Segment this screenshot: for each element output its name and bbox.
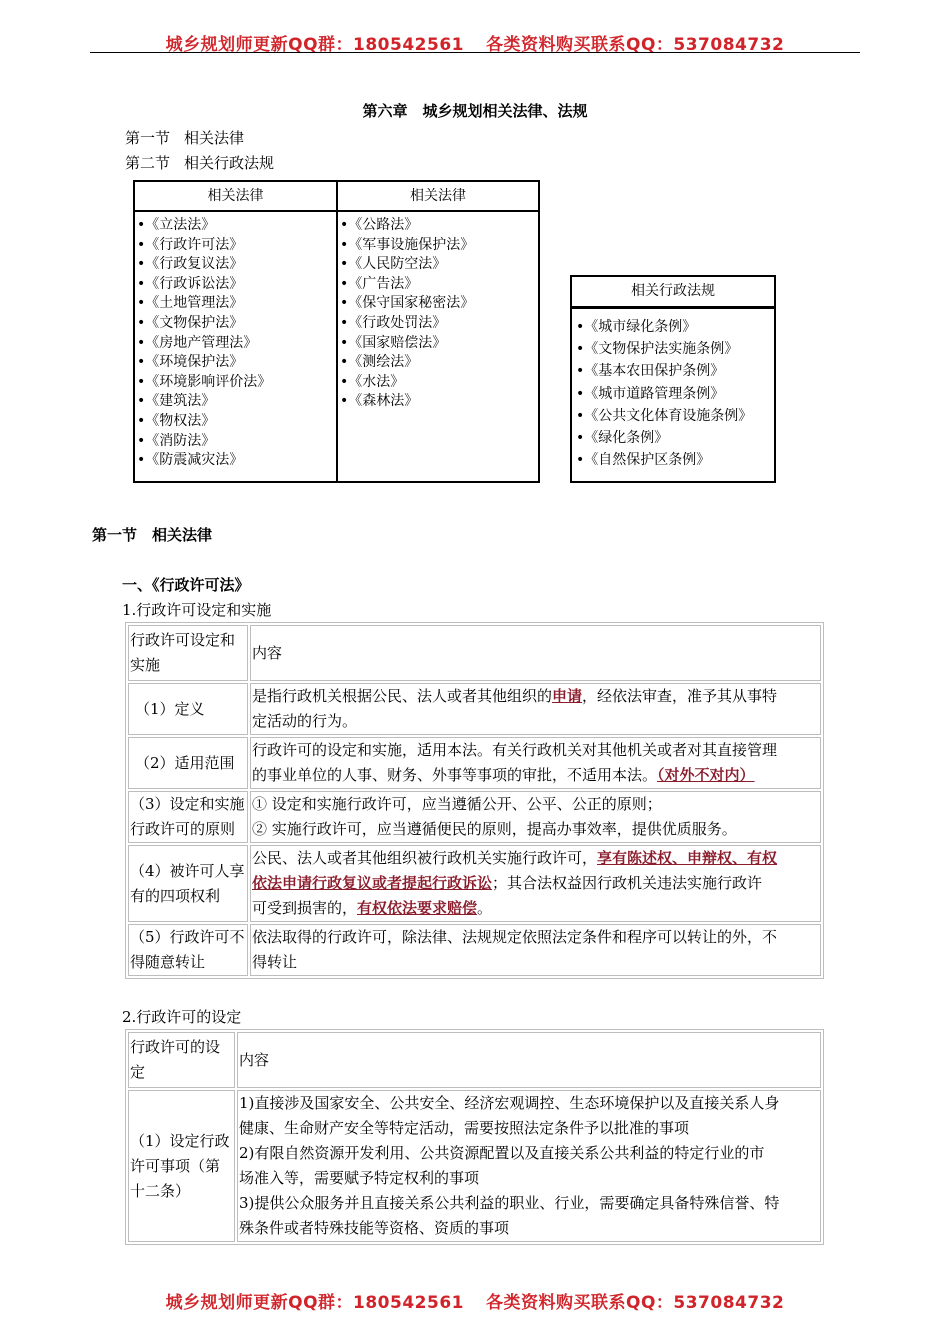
table-row: [128, 683, 821, 735]
row-label: （1）设定行政 许可事项（第 十二条）: [128, 1090, 235, 1242]
law-list-item: •《建筑法》: [137, 393, 216, 410]
law-list-item: •《防震减灾法》: [137, 452, 244, 469]
regulation-list-item: •《公共文化体育设施条例》: [576, 407, 753, 424]
subsection-title: 一、《行政许可法》: [122, 576, 250, 594]
row-label: （5）行政许可不 得随意转让: [128, 924, 248, 976]
table-row: [128, 924, 821, 976]
law-list-item: •《房地产管理法》: [137, 334, 258, 351]
header-rule: [90, 52, 860, 53]
toc-section: 第一节: [125, 129, 171, 147]
regulation-list-item: •《基本农田保护条例》: [576, 363, 725, 380]
law-box-2: [336, 180, 540, 483]
footer-banner: [0, 1288, 950, 1313]
law-list-item: •《行政复议法》: [137, 256, 244, 273]
law-list-item: •《公路法》: [340, 217, 419, 233]
row-content: 公民、法人或者其他组织被行政机关实施行政许可，享有陈述权、申辩权、有权 依法申请行政复议或者提起行政诉讼；其合法权益因行政机关违法实施行政许 可受到损害的，有权依法要求赔偿。: [250, 845, 821, 922]
law-list-item: •《消防法》: [137, 432, 216, 449]
law-list-item: •《军事设施保护法》: [340, 236, 475, 253]
law-list-item: •《国家赔偿法》: [340, 334, 447, 351]
row-content: 是指行政机关根据公民、法人或者其他组织的申请，经依法审查，准予其从事特 定活动的行为。: [250, 683, 821, 735]
law-list-item: •《森林法》: [340, 393, 419, 410]
banner-purchase-contact: 各类资料购买联系QQ：537084732: [486, 35, 785, 55]
table-row: [128, 791, 821, 843]
law-list-item: •《保守国家秘密法》: [340, 295, 475, 312]
law-list-item: •《行政诉讼法》: [137, 275, 244, 292]
header-cell-content: 内容: [237, 1032, 821, 1088]
table-header-row: [128, 1032, 821, 1088]
regulation-list-item: •《文物保护法实施条例》: [576, 341, 739, 358]
law-list-item: •《行政许可法》: [137, 236, 244, 253]
law-list-item: •《广告法》: [340, 275, 419, 292]
law-list-item: •《测绘法》: [340, 354, 419, 371]
table-row: [128, 845, 821, 922]
highlight-text: 有权依法要求赔偿: [357, 899, 478, 917]
toc-item-2: [125, 152, 288, 173]
law-box-2-header: 相关法律: [338, 182, 538, 212]
row-content: 行政许可的设定和实施，适用本法。有关行政机关对其他机关或者对其直接管理 的事业单位的人事、财务、外事等事项的审批，不适用本法。（对外不对内）: [250, 737, 821, 789]
highlight-text: 享有陈述权、申辩权、有权: [597, 849, 778, 867]
header-cell-content: 内容: [250, 625, 821, 681]
reg-box: [570, 307, 776, 483]
law-box-1-header: 相关法律: [135, 182, 336, 212]
law-list-item: •《环境影响评价法》: [137, 373, 272, 390]
banner-qq-group: 城乡规划师更新QQ群：180542561: [165, 1293, 464, 1313]
row-label: （2）适用范围: [128, 737, 248, 789]
toc-title: 相关行政法规: [184, 154, 275, 172]
table2-caption: 2.行政许可的设定: [122, 1008, 242, 1026]
section-title: 第一节 相关法律: [92, 526, 213, 544]
highlight-text: （对外不对内）: [657, 766, 755, 784]
banner-purchase-contact: 各类资料购买联系QQ：537084732: [486, 1293, 785, 1313]
row-label: （4）被许可人享 有的四项权利: [128, 845, 248, 922]
law-box-2-list: [340, 216, 474, 412]
regulation-list-item: •《自然保护区条例》: [576, 452, 711, 469]
regulation-list-item: •《城市道路管理条例》: [576, 385, 725, 402]
law-box-1-list: [137, 216, 271, 471]
law-list-item: •《人民防空法》: [340, 256, 447, 273]
reg-box-header: 相关行政法规: [570, 275, 776, 308]
law-list-item: •《立法法》: [137, 217, 216, 233]
row-content: 依法取得的行政许可，除法律、法规规定依照法定条件和程序可以转让的外，不 得转让: [250, 924, 821, 976]
law-list-item: •《行政处罚法》: [340, 314, 447, 331]
law-list-item: •《物权法》: [137, 412, 216, 429]
highlight-text: 依法申请行政复议或者提起行政诉讼: [252, 874, 493, 892]
row-label: （3）设定和实施 行政许可的原则: [128, 791, 248, 843]
table1-caption: 1.行政许可设定和实施: [122, 601, 272, 619]
regulation-list-item: •《绿化条例》: [576, 430, 669, 447]
banner-qq-group: 城乡规划师更新QQ群：180542561: [165, 35, 464, 55]
reg-box-list: [576, 316, 752, 471]
law-list-item: •《文物保护法》: [137, 314, 244, 331]
law-box-1: [133, 180, 338, 483]
law-list-item: •《环境保护法》: [137, 354, 244, 371]
toc-item-1: [125, 127, 258, 148]
law-list-item: •《水法》: [340, 373, 405, 390]
table-row: [128, 737, 821, 789]
highlight-text: 申请: [552, 687, 583, 705]
table-permit-setting: [125, 1029, 824, 1245]
row-content: 1)直接涉及国家安全、公共安全、经济宏观调控、生态环境保护以及直接关系人身 健康、生命财产安全等特定活动，需要按照法定条件予以批准的事项 2)有限自然资源开发利用、公共资源配置以及直接关系公共利益的特定行业的市 场准入等，需要赋予特定权利的事项 3)提供公众服务并且直接关系公共利益的职业、行业，需要确定具备特殊信誉、特 殊条件或者特殊技能等资格、资质的事项: [237, 1090, 821, 1242]
chapter-title: 第六章 城乡规划相关法律、法规: [362, 102, 588, 120]
table-permit-setting-implementation: [125, 622, 824, 979]
header-cell-category: 行政许可设定和 实施: [128, 625, 248, 681]
toc-title: 相关法律: [184, 129, 245, 147]
row-content: ① 设定和实施行政许可，应当遵循公开、公平、公正的原则； ② 实施行政许可，应当遵循便民的原则，提高办事效率，提供优质服务。: [250, 791, 821, 843]
law-list-item: •《土地管理法》: [137, 295, 244, 312]
toc-section: 第二节: [125, 154, 171, 172]
table-header-row: [128, 625, 821, 681]
header-cell-category: 行政许可的设 定: [128, 1032, 235, 1088]
row-label: （1）定义: [128, 683, 248, 735]
table-row: [128, 1090, 821, 1242]
regulation-list-item: •《城市绿化条例》: [576, 319, 697, 335]
